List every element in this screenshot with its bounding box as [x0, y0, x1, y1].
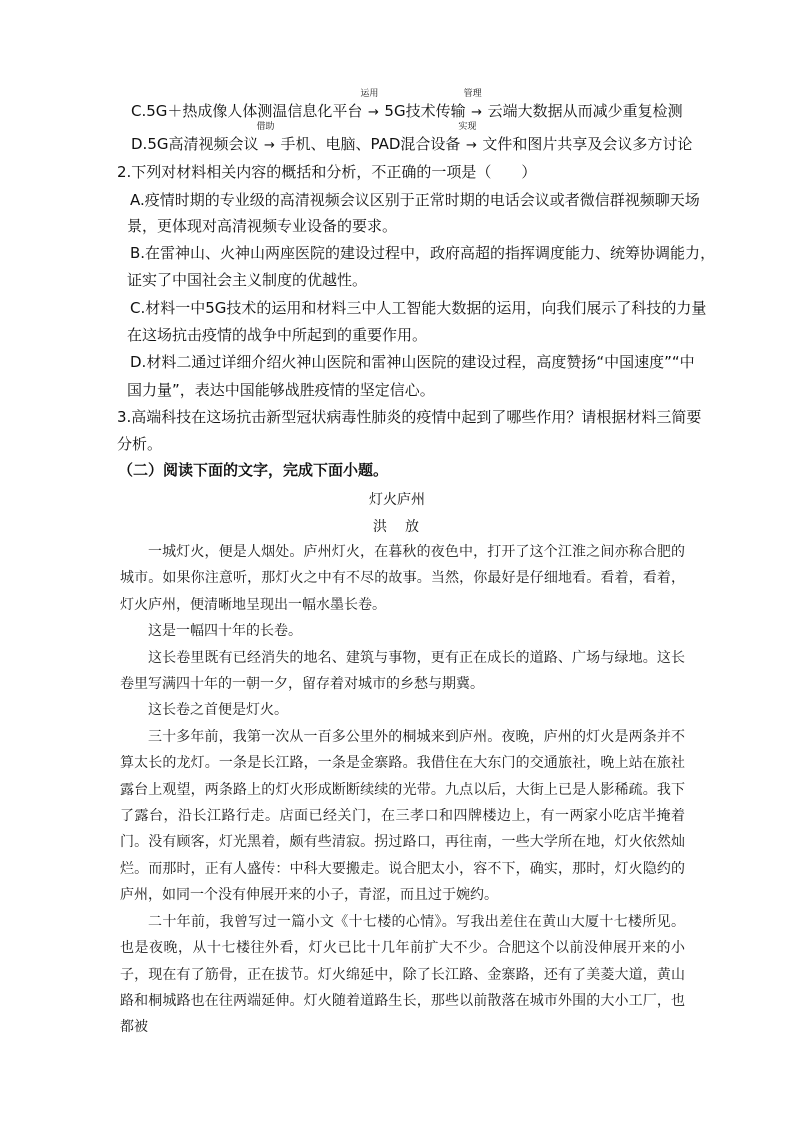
- option-c-part2: 5G技术传输: [384, 102, 466, 120]
- essay-paragraph: 二十年前，我曾写过一篇小文《十七楼的心情》。写我出差住在黄山大厦十七楼所见。也是夜晚，从十七楼往外看，灯火已比十几年前扩大不少。合肥这个以前没伸展开来的小子，现在有了筋骨，正在拔节。灯火绵延中，除了长江路、金寨路，还有了美菱大道，黄山路和桐城路也在往两端延伸。灯火随着道路生长，那些以前散落在城市外围的大小工厂，也都被: [120, 913, 685, 1036]
- option-c-part1: C.5G＋热成像人体测温信息化平台: [131, 102, 363, 120]
- option-d-part2: 手机、电脑、PAD混合设备: [280, 135, 461, 153]
- q2-option-b-line2: 证实了中国社会主义制度的优越性。: [127, 271, 368, 289]
- option-c-q1: [131, 89, 683, 123]
- section-2-heading: （二）阅读下面的文字，完成下面小题。: [118, 461, 389, 479]
- option-d-q1: [131, 122, 693, 156]
- q2-option-d-line2: 国力量”，表达中国能够战胜疫情的坚定信心。: [127, 381, 435, 399]
- option-d-part3: 文件和图片共享及会议多方讨论: [482, 135, 693, 153]
- q2-option-c-line2: 在这场抗击疫情的战争中所起到的重要作用。: [127, 326, 428, 344]
- essay-paragraph: 三十多年前，我第一次从一百多公里外的桐城来到庐州。夜晚，庐州的灯火是两条并不算太长的龙灯。一条是长江路，一条是金寨路。我借住在大东门的交通旅社，晚上站在旅社露台上观望，两条路上的灯火形成断断续续的光带。九点以后，大街上已是人影稀疏。我下了露台，沿长江路行走。店面已经关门，在三孝口和四牌楼边上，有一两家小吃店半掩着门。没有顾客，灯光黑着，颇有些清寂。拐过路口，再往南，一些大学所在地，灯火依然灿烂。而那时，正有人盛传：中科大要搬走。说合肥太小，容不下，确实，那时，灯火隐约的庐州，如同一个没有伸展开来的小子，青涩，而且过于婉约。: [120, 728, 685, 904]
- q2-option-d-line1: D.材料二通过详细介绍火神山医院和雷神山医院的建设过程，高度赞扬“中国速度”“中: [130, 353, 695, 371]
- essay-title: 灯火庐州: [369, 492, 425, 508]
- essay-author: 洪 放: [373, 519, 421, 535]
- option-d-part1: D.5G高清视频会议: [131, 135, 259, 153]
- essay-paragraph: 这长卷之首便是灯火。: [148, 702, 288, 719]
- essay-body: [120, 539, 685, 1041]
- option-c-part3: 云端大数据从而减少重复检测: [487, 102, 683, 120]
- q2-option-b-line1: B.在雷神山、火神山两座医院的建设过程中，政府高超的指挥调度能力、统筹协调能力，: [130, 244, 716, 262]
- essay-paragraph: 这是一幅四十年的长卷。: [148, 623, 302, 640]
- arrow-icon: 管理 →: [463, 89, 483, 120]
- question-3-line2: 分析。: [117, 435, 163, 453]
- arrow-icon: 实现 →: [458, 122, 477, 153]
- question-3-line1: 3.高端科技在这场抗击新型冠状病毒性肺炎的疫情中起到了哪些作用？请根据材料三简要: [117, 408, 702, 426]
- question-2-stem: 2.下列对材料相关内容的概括和分析，不正确的一项是（ ）: [117, 163, 537, 181]
- q2-option-a-line2: 景，更体现对高清视频专业设备的要求。: [127, 217, 398, 235]
- essay-paragraph: 这长卷里既有已经消失的地名、建筑与事物，更有正在成长的道路、广场与绿地。这长卷里写满四十年的一朝一夕，留存着对城市的乡愁与期冀。: [120, 649, 685, 693]
- arrow-icon: 借助 →: [256, 122, 275, 153]
- essay-paragraph: 一城灯火，便是人烟处。庐州灯火，在暮秋的夜色中，打开了这个江淮之间亦称合肥的城市。如果你注意听，那灯火之中有不尽的故事。当然，你最好是仔细地看。看着，看着，灯火庐州，便清晰地呈现出一幅水墨长卷。: [120, 544, 685, 613]
- arrow-icon: 运用 →: [360, 89, 379, 120]
- q2-option-c-line1: C.材料一中5G技术的运用和材料三中人工智能大数据的运用，向我们展示了科技的力量: [130, 299, 707, 317]
- q2-option-a-line1: A.疫情时期的专业级的高清视频会议区别于正常时期的电话会议或者微信群视频聊天场: [130, 191, 700, 209]
